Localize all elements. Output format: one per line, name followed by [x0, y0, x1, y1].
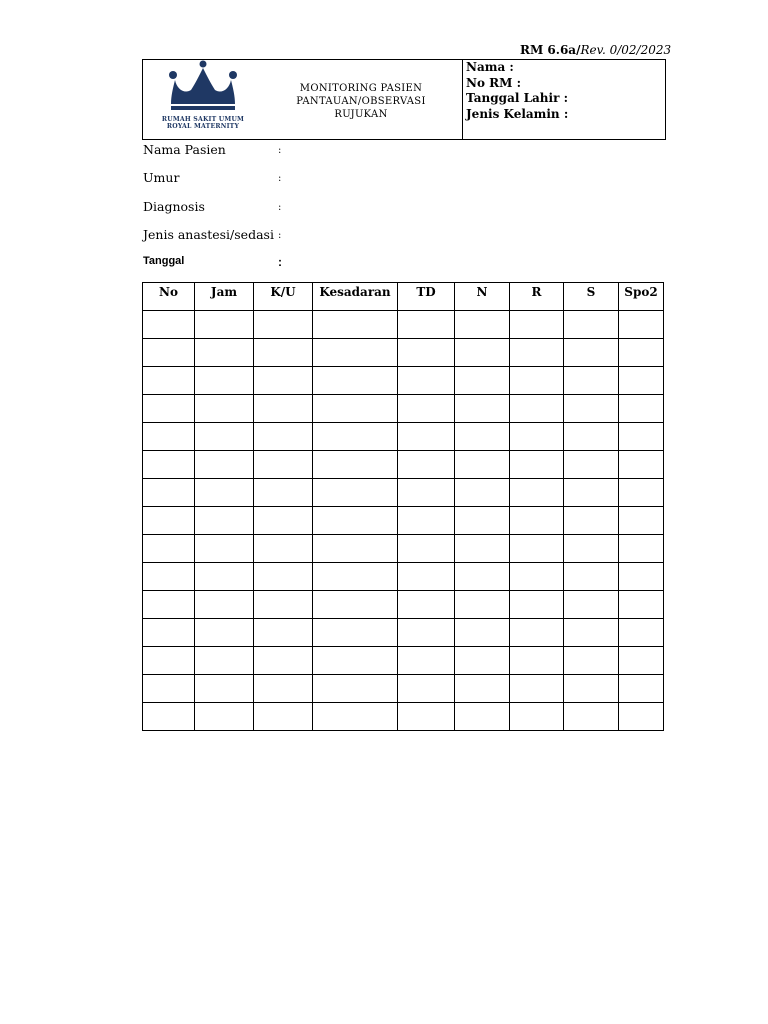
table-row — [143, 675, 664, 703]
table-header-row — [143, 283, 664, 311]
table-cell[interactable] — [510, 479, 564, 507]
table-cell[interactable] — [313, 675, 398, 703]
col-header-s: S — [564, 283, 619, 311]
table-cell[interactable] — [195, 535, 254, 563]
table-cell[interactable] — [398, 703, 455, 731]
table-cell[interactable] — [313, 311, 398, 339]
table-cell[interactable] — [455, 311, 510, 339]
table-cell[interactable] — [195, 703, 254, 731]
title-line-2: PANTAUAN/OBSERVASI — [296, 96, 426, 107]
logo-line-2: ROYAL MATERNITY — [166, 123, 240, 130]
table-cell[interactable] — [398, 339, 455, 367]
table-row — [143, 423, 664, 451]
table-cell[interactable] — [195, 619, 254, 647]
col-header-td: TD — [398, 283, 455, 311]
table-cell[interactable] — [254, 563, 313, 591]
table-cell[interactable] — [313, 535, 398, 563]
table-cell[interactable] — [564, 367, 619, 395]
table-cell[interactable] — [254, 591, 313, 619]
form-code: RM 6.6a/ — [520, 43, 581, 57]
info-label: Diagnosis — [143, 199, 205, 214]
table-cell[interactable] — [254, 675, 313, 703]
table-cell[interactable] — [398, 479, 455, 507]
table-row — [143, 591, 664, 619]
col-header-r: R — [510, 283, 564, 311]
table-cell[interactable] — [619, 619, 664, 647]
table-cell[interactable] — [619, 591, 664, 619]
logo-line-1: RUMAH SAKIT UMUM — [161, 116, 245, 123]
table-cell[interactable] — [313, 423, 398, 451]
table-cell[interactable] — [313, 563, 398, 591]
table-cell[interactable] — [510, 563, 564, 591]
table-cell[interactable] — [313, 591, 398, 619]
table-cell[interactable] — [143, 591, 195, 619]
table-cell[interactable] — [619, 507, 664, 535]
table-cell[interactable] — [455, 507, 510, 535]
table-cell[interactable] — [313, 367, 398, 395]
table-cell[interactable] — [398, 619, 455, 647]
table-cell[interactable] — [398, 423, 455, 451]
table-cell[interactable] — [313, 507, 398, 535]
col-header-no: No — [143, 283, 195, 311]
table-cell[interactable] — [564, 311, 619, 339]
table-row — [143, 367, 664, 395]
table-cell[interactable] — [564, 479, 619, 507]
info-colon: : — [278, 230, 282, 241]
table-cell[interactable] — [195, 591, 254, 619]
table-cell[interactable] — [398, 591, 455, 619]
table-cell[interactable] — [195, 507, 254, 535]
table-cell[interactable] — [195, 647, 254, 675]
table-cell[interactable] — [510, 703, 564, 731]
table-cell[interactable] — [254, 535, 313, 563]
info-label: Tanggal — [143, 255, 185, 267]
title-line-3: RUJUKAN — [334, 109, 388, 120]
table-cell[interactable] — [254, 311, 313, 339]
table-cell[interactable] — [455, 703, 510, 731]
table-row — [143, 339, 664, 367]
table-row — [143, 647, 664, 675]
table-cell[interactable] — [455, 675, 510, 703]
info-label: Nama Pasien — [143, 142, 226, 157]
table-cell[interactable] — [143, 507, 195, 535]
table-cell[interactable] — [313, 451, 398, 479]
table-cell[interactable] — [510, 591, 564, 619]
table-cell[interactable] — [195, 675, 254, 703]
logo-title-cell — [143, 60, 463, 139]
table-cell[interactable] — [398, 535, 455, 563]
table-cell[interactable] — [195, 479, 254, 507]
table-row — [143, 703, 664, 731]
table-cell[interactable] — [254, 395, 313, 423]
table-cell[interactable] — [398, 507, 455, 535]
table-cell[interactable] — [195, 451, 254, 479]
info-colon: : — [278, 145, 282, 156]
table-cell[interactable] — [510, 423, 564, 451]
col-header-ku: K/U — [254, 283, 313, 311]
table-cell[interactable] — [510, 619, 564, 647]
table-cell[interactable] — [510, 507, 564, 535]
table-cell[interactable] — [313, 395, 398, 423]
table-cell[interactable] — [313, 703, 398, 731]
table-cell[interactable] — [313, 647, 398, 675]
table-cell[interactable] — [564, 675, 619, 703]
patient-id-cell — [463, 60, 665, 139]
table-cell[interactable] — [619, 647, 664, 675]
table-cell[interactable] — [564, 451, 619, 479]
table-cell[interactable] — [564, 591, 619, 619]
table-cell[interactable] — [564, 535, 619, 563]
title-line-1: MONITORING PASIEN — [299, 83, 423, 94]
table-cell[interactable] — [143, 451, 195, 479]
patient-name-label: Nama : — [466, 60, 514, 74]
info-colon: : — [278, 202, 282, 213]
table-row — [143, 619, 664, 647]
table-cell[interactable] — [143, 703, 195, 731]
table-cell[interactable] — [398, 647, 455, 675]
table-cell[interactable] — [455, 535, 510, 563]
table-cell[interactable] — [455, 339, 510, 367]
table-cell[interactable] — [510, 395, 564, 423]
table-cell[interactable] — [564, 339, 619, 367]
table-cell[interactable] — [398, 311, 455, 339]
table-cell[interactable] — [398, 367, 455, 395]
col-header-spo2: Spo2 — [619, 283, 664, 311]
col-header-kesadaran: Kesadaran — [313, 283, 398, 311]
table-cell[interactable] — [564, 395, 619, 423]
table-row — [143, 507, 664, 535]
patient-dob-label: Tanggal Lahir : — [466, 91, 568, 105]
table-row — [143, 563, 664, 591]
table-cell[interactable] — [510, 451, 564, 479]
table-cell[interactable] — [143, 311, 195, 339]
table-cell[interactable] — [619, 451, 664, 479]
table-cell[interactable] — [619, 367, 664, 395]
table-row — [143, 535, 664, 563]
table-cell[interactable] — [564, 703, 619, 731]
table-cell[interactable] — [564, 507, 619, 535]
patient-gender-label: Jenis Kelamin : — [466, 106, 569, 121]
table-cell[interactable] — [195, 423, 254, 451]
table-cell[interactable] — [510, 675, 564, 703]
table-cell[interactable] — [143, 367, 195, 395]
table-cell[interactable] — [455, 591, 510, 619]
document-code — [520, 43, 671, 57]
monitoring-table — [142, 282, 664, 731]
table-row — [143, 311, 664, 339]
table-cell[interactable] — [313, 339, 398, 367]
table-cell[interactable] — [143, 647, 195, 675]
table-cell[interactable] — [619, 703, 664, 731]
table-cell[interactable] — [510, 535, 564, 563]
table-cell[interactable] — [143, 395, 195, 423]
table-cell[interactable] — [254, 451, 313, 479]
table-cell[interactable] — [143, 675, 195, 703]
table-cell[interactable] — [398, 675, 455, 703]
info-label: Umur — [143, 170, 180, 185]
col-header-jam: Jam — [195, 283, 254, 311]
table-cell[interactable] — [455, 647, 510, 675]
table-cell[interactable] — [254, 619, 313, 647]
table-body — [143, 311, 664, 731]
table-cell[interactable] — [455, 619, 510, 647]
table-cell[interactable] — [619, 339, 664, 367]
table-cell[interactable] — [619, 563, 664, 591]
header-box — [142, 59, 666, 140]
table-cell[interactable] — [254, 647, 313, 675]
table-cell[interactable] — [254, 507, 313, 535]
table-cell[interactable] — [195, 563, 254, 591]
table-cell[interactable] — [195, 367, 254, 395]
table-cell[interactable] — [564, 563, 619, 591]
table-cell[interactable] — [313, 479, 398, 507]
table-row — [143, 451, 664, 479]
table-cell[interactable] — [143, 535, 195, 563]
table-row — [143, 479, 664, 507]
table-cell[interactable] — [510, 339, 564, 367]
table-cell[interactable] — [510, 367, 564, 395]
info-colon: : — [278, 173, 282, 184]
table-cell[interactable] — [619, 535, 664, 563]
table-cell[interactable] — [398, 563, 455, 591]
table-cell[interactable] — [619, 311, 664, 339]
table-cell[interactable] — [619, 675, 664, 703]
table-cell[interactable] — [195, 395, 254, 423]
table-cell[interactable] — [619, 423, 664, 451]
table-cell[interactable] — [398, 451, 455, 479]
table-cell[interactable] — [254, 339, 313, 367]
table-cell[interactable] — [143, 619, 195, 647]
table-cell[interactable] — [143, 423, 195, 451]
table-cell[interactable] — [510, 311, 564, 339]
table-cell[interactable] — [313, 619, 398, 647]
info-colon: : — [278, 255, 282, 269]
revision: Rev. 0/02/2023 — [580, 43, 672, 57]
col-header-n: N — [455, 283, 510, 311]
table-cell[interactable] — [455, 451, 510, 479]
table-row — [143, 395, 664, 423]
table-cell[interactable] — [455, 423, 510, 451]
table-cell[interactable] — [564, 619, 619, 647]
table-cell[interactable] — [619, 395, 664, 423]
table-cell[interactable] — [619, 479, 664, 507]
table-cell[interactable] — [195, 339, 254, 367]
table-cell[interactable] — [455, 479, 510, 507]
table-cell[interactable] — [143, 339, 195, 367]
table-cell[interactable] — [455, 367, 510, 395]
table-cell[interactable] — [254, 367, 313, 395]
form-title — [281, 82, 441, 121]
table-cell[interactable] — [143, 563, 195, 591]
table-cell[interactable] — [455, 395, 510, 423]
table-cell[interactable] — [564, 647, 619, 675]
patient-rm-label: No RM : — [466, 75, 522, 90]
table-cell[interactable] — [455, 563, 510, 591]
table-cell[interactable] — [398, 395, 455, 423]
table-cell[interactable] — [195, 311, 254, 339]
table-cell[interactable] — [564, 423, 619, 451]
table-cell[interactable] — [510, 647, 564, 675]
info-label: Jenis anastesi/sedasi — [143, 227, 274, 242]
table-cell[interactable] — [254, 703, 313, 731]
table-cell[interactable] — [254, 423, 313, 451]
table-cell[interactable] — [143, 479, 195, 507]
table-cell[interactable] — [254, 479, 313, 507]
